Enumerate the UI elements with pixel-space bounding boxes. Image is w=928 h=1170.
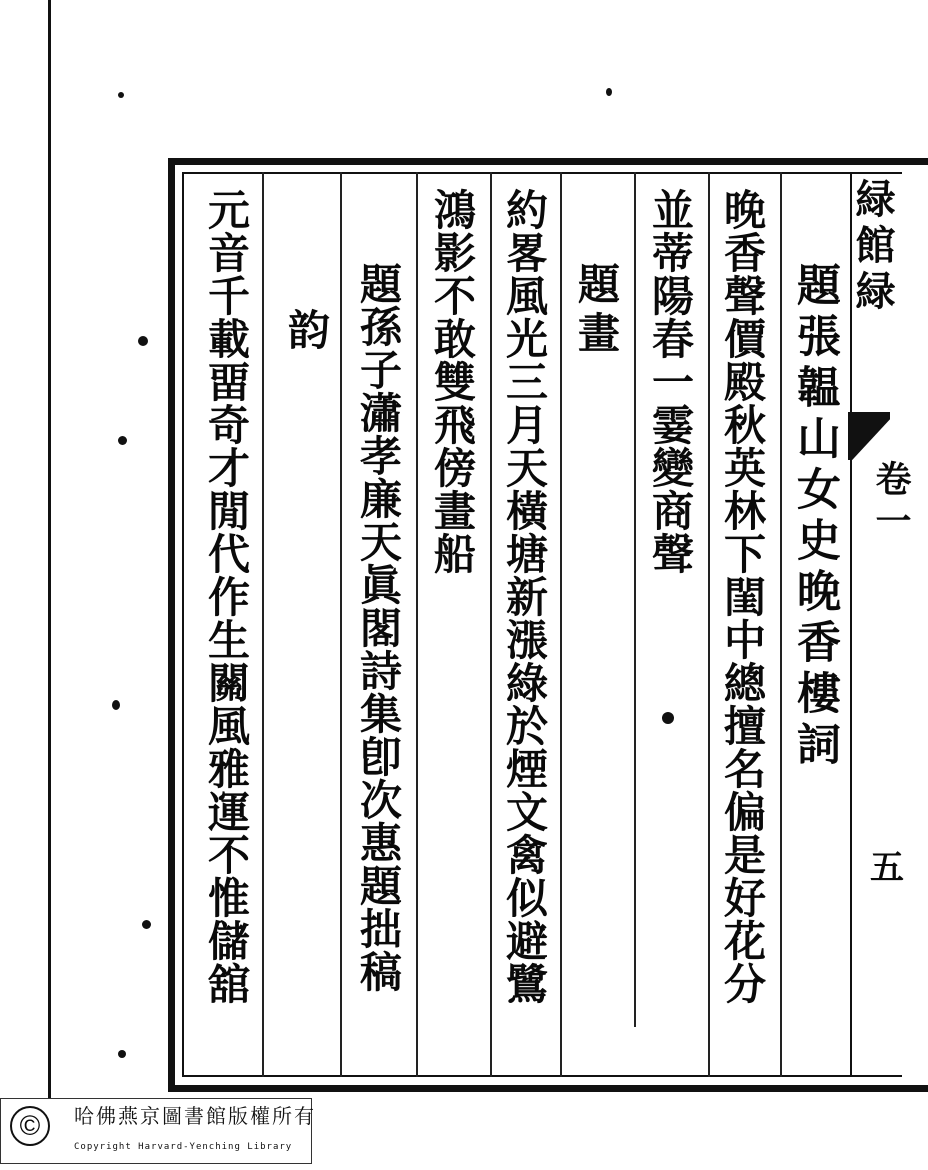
ink-speck [118, 436, 127, 445]
column-rule [490, 172, 492, 1077]
column-rule [416, 172, 418, 1077]
text-column-6: 鴻影不敢雙飛傍畫船 [428, 188, 477, 575]
column-rule [262, 172, 264, 1077]
copyright-english: Copyright Harvard-Yenching Library [74, 1142, 293, 1152]
leaf-number: 五 [870, 848, 904, 888]
ink-speck [138, 336, 148, 346]
copyright-chinese: 哈佛燕京圖書館版權所有 [74, 1104, 316, 1128]
text-column-5: 約畧風光三月天橫塘新漲綠於煙文禽似避鷺 [500, 188, 549, 1005]
ink-speck [142, 920, 151, 929]
ink-speck [606, 88, 612, 96]
ink-speck [118, 1050, 126, 1058]
column-rule [780, 172, 782, 1077]
text-column-2: 晚香聲價殿秋英林下閨中總擅名偏是好花分 [718, 188, 767, 1005]
binding-line [48, 0, 51, 1100]
column-rule [560, 172, 562, 1077]
fore-edge-juan: 卷一 [870, 460, 912, 544]
copyright-symbol: © [10, 1106, 50, 1146]
column-rule [708, 172, 710, 1077]
text-column-9: 元音千載畱奇才閒代作生關風雅運不惟儲舘 [202, 188, 251, 1005]
ink-speck [118, 92, 124, 98]
column-rule [340, 172, 342, 1077]
text-column-1: 題張韞山女史晚香樓詞 [789, 262, 840, 772]
text-column-7: 題孫子瀟孝廉天眞閣詩集卽次惠題拙稿 [354, 262, 403, 993]
text-column-4: 題畫 [572, 262, 621, 360]
fore-edge-title: 緑館緑 [849, 178, 896, 316]
punctuation-dot [662, 712, 674, 724]
ink-speck [112, 700, 120, 710]
column-rule [634, 172, 636, 1027]
text-column-8: 韵 [282, 308, 331, 357]
text-column-3: 並蒂陽春一霎變商聲 [646, 188, 695, 575]
